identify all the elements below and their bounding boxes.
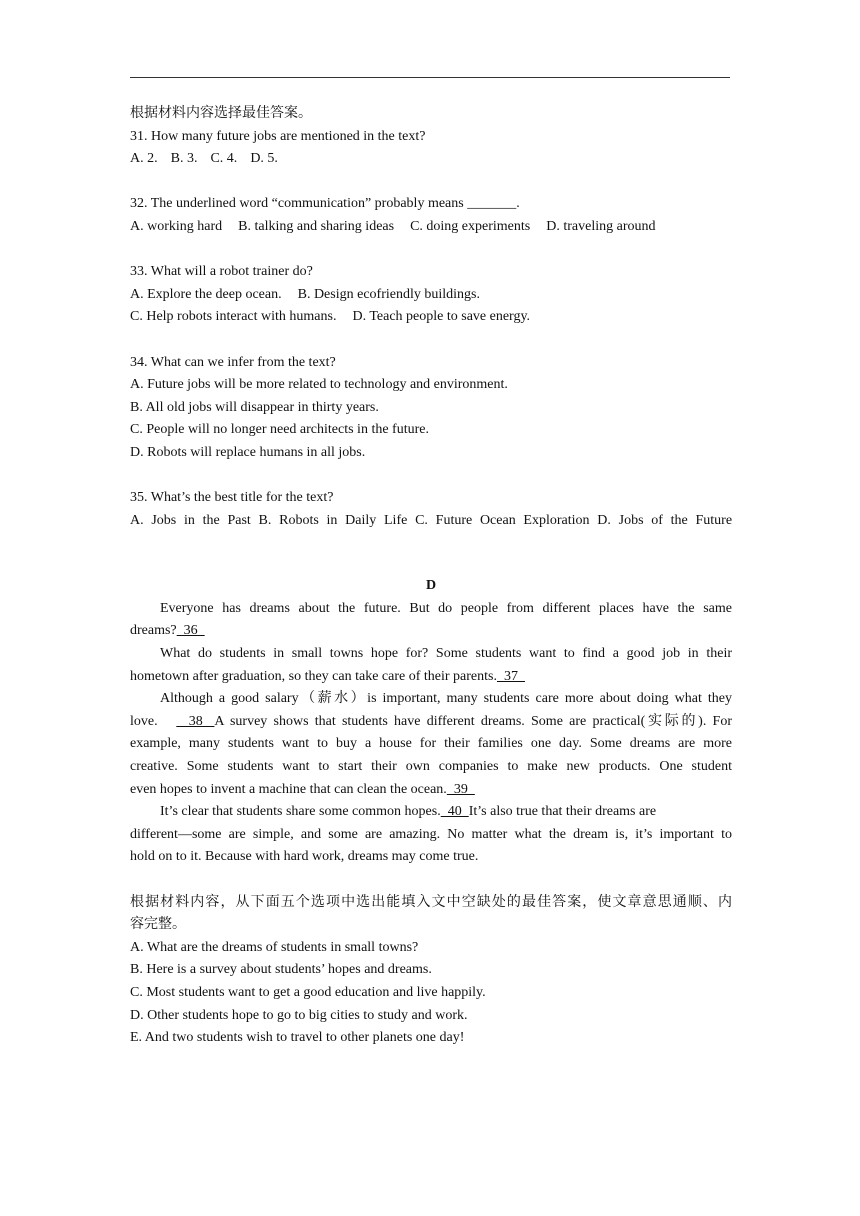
option: C. Help robots interact with humans.	[130, 309, 337, 325]
option: C. Future Ocean Exploration	[415, 512, 590, 528]
passage-line	[130, 620, 732, 643]
option: C. People will no longer need architects in the future.	[130, 422, 429, 438]
passage-line: hold on to it. Because with hard work, dreams may come true.	[130, 849, 479, 865]
choice-a: A. What are the dreams of students in small towns?	[130, 939, 419, 955]
section-heading: D	[425, 578, 437, 594]
passage-text: hometown after graduation, so they can take care of their parents.	[130, 668, 497, 684]
choice-b: B. Here is a survey about students’ hopes and dreams.	[130, 962, 432, 978]
blank-38: 38	[176, 713, 215, 729]
option: B. Design ecofriendly buildings.	[297, 286, 480, 302]
question-35-stem: 35. What’s the best title for the text?	[130, 490, 334, 506]
question-32-stem: 32. The underlined word “communication” probably means _______.	[130, 196, 520, 212]
option: C. doing experiments	[410, 218, 531, 234]
blank-39: 39	[446, 781, 475, 797]
question-33-stem: 33. What will a robot trainer do?	[130, 264, 313, 280]
passage-line	[130, 711, 732, 734]
option: A. Explore the deep ocean.	[130, 286, 282, 302]
blank-40: 40	[440, 804, 469, 820]
blank-37: 37	[496, 668, 525, 684]
document-page	[130, 103, 732, 1050]
option: A. 2.	[130, 151, 158, 167]
option: B. All old jobs will disappear in thirty years.	[130, 399, 379, 415]
choice-c: C. Most students want to get a good education and live happily.	[130, 984, 486, 1000]
option: B. 3.	[170, 151, 198, 167]
passage-text: dreams?	[130, 623, 177, 639]
passage-line: What do students in small towns hope for? Some students want to find a good job in their	[160, 646, 732, 662]
passage-line: Although a good salary（薪水）is important, many students care more about doing what they	[160, 691, 732, 707]
option: A. working hard	[130, 218, 223, 234]
instruction-heading: 根据材料内容选择最佳答案。	[130, 106, 312, 121]
passage-text: A survey shows that students have different dreams. Some are practical(实际的). For	[214, 713, 733, 729]
question-34-stem: 34. What can we infer from the text?	[130, 354, 336, 370]
option: D. Jobs of the Future	[597, 512, 733, 528]
option: D. traveling around	[546, 218, 656, 234]
passage-line	[130, 666, 732, 689]
passage-line: Everyone has dreams about the future. But do people from different places have the same	[160, 600, 732, 616]
question-31-options	[130, 148, 732, 171]
passage-line	[130, 779, 732, 802]
option: A. Jobs in the Past	[130, 512, 251, 528]
passage-line: different—some are simple, and some are amazing. No matter what the dream is, it’s important to	[130, 826, 732, 842]
choice-e: E. And two students wish to travel to other planets one day!	[130, 1030, 465, 1046]
option: D. 5.	[250, 151, 278, 167]
passage-line	[130, 801, 732, 824]
passage-line: example, many students want to buy a house for their families one day. Some dreams are more	[130, 736, 732, 752]
option: C. 4.	[210, 151, 238, 167]
question-33-options-row2	[130, 306, 732, 329]
option: D. Robots will replace humans in all jobs.	[130, 444, 366, 460]
header-rule	[130, 77, 730, 78]
instruction-2: 根据材料内容，从下面五个选项中选出能填入文中空缺处的最佳答案，使文章意思通顺、内	[130, 894, 732, 910]
blank-36: 36	[176, 623, 205, 639]
passage-line: creative. Some students want to start their own companies to make new products. One student	[130, 759, 732, 775]
passage-text: love.	[130, 713, 158, 729]
passage-text: even hopes to invent a machine that can clean the ocean.	[130, 781, 447, 797]
question-31-stem: 31. How many future jobs are mentioned in the text?	[130, 128, 426, 144]
question-32-options	[130, 216, 732, 239]
option: B. talking and sharing ideas	[238, 218, 395, 234]
option: B. Robots in Daily Life	[258, 512, 408, 528]
instruction-2-cont: 容完整。	[130, 917, 186, 933]
passage-text: It’s also true that their dreams are	[468, 804, 657, 820]
option: A. Future jobs will be more related to technology and environment.	[130, 377, 508, 393]
question-35-options	[130, 510, 732, 533]
choice-d: D. Other students hope to go to big cities to study and work.	[130, 1007, 468, 1023]
option: D. Teach people to save energy.	[352, 309, 531, 325]
question-33-options-row1	[130, 284, 732, 307]
passage-text: It’s clear that students share some common hopes.	[160, 804, 441, 820]
